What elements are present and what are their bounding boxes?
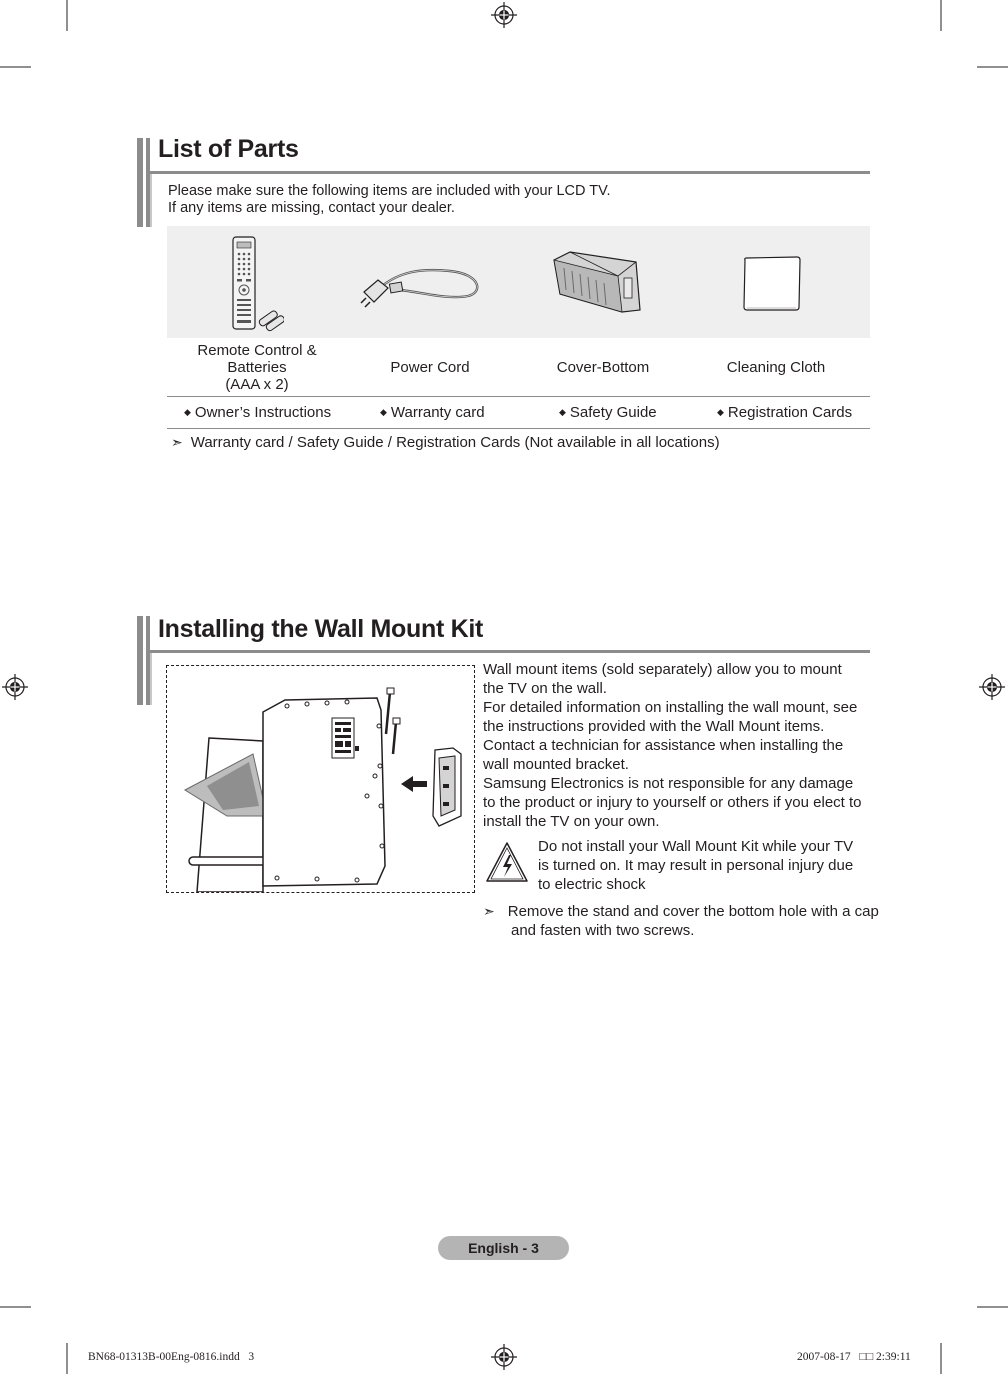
wall-mount-paragraph: Contact a technician for assistance when installing the wall mounted bracket.: [483, 737, 844, 773]
section-bar: [137, 616, 143, 705]
note-arrow-icon: ➣: [483, 903, 495, 919]
accessory-label: Warranty card: [390, 404, 485, 421]
accessory-item: [559, 404, 657, 421]
wall-mount-paragraph: Wall mount items (sold separately) allow you to mount the TV on the wall.: [483, 661, 842, 697]
cover-bottom-icon: [548, 248, 646, 314]
warning-text: Do not install your Wall Mount Kit while your TV is turned on. It may result in personal injury due to electric shock: [538, 838, 854, 893]
part-label-cover-bottom: Cover-Bottom: [556, 359, 650, 376]
power-cord-icon: [360, 262, 486, 312]
diamond-bullet-icon: ◆: [717, 407, 724, 417]
parts-note-text: Warranty card / Safety Guide / Registration Cards (Not available in all locations): [190, 434, 720, 451]
parts-note: [171, 434, 720, 451]
wall-mount-note: [483, 902, 896, 940]
diamond-bullet-icon: ◆: [559, 407, 566, 417]
intro-line: Please make sure the following items are included with your LCD TV.: [168, 183, 611, 199]
warning-icon: [484, 840, 530, 884]
diamond-bullet-icon: ◆: [380, 407, 387, 417]
wall-mount-diagram: [167, 666, 474, 892]
parts-intro: [168, 183, 610, 217]
section-rule: [150, 171, 870, 174]
part-label-cleaning-cloth: Cleaning Cloth: [726, 359, 826, 376]
note-arrow-icon: ➣: [171, 434, 183, 450]
accessories-row: [167, 396, 870, 429]
section-title-list-of-parts: List of Parts: [158, 135, 299, 163]
wall-mount-illustration: [166, 665, 475, 893]
wall-mount-paragraphs: [483, 660, 863, 831]
remote-control-icon: [228, 236, 284, 332]
accessory-item: [717, 404, 852, 421]
section-title-wall-mount: Installing the Wall Mount Kit: [158, 615, 484, 643]
intro-line: If any items are missing, contact your dealer.: [168, 200, 455, 216]
accessory-label: Registration Cards: [727, 404, 853, 421]
accessory-label: Owner’s Instructions: [194, 404, 332, 421]
section-bar: [137, 138, 143, 227]
accessory-label: Safety Guide: [569, 404, 657, 421]
section-bar: [150, 174, 152, 227]
diamond-bullet-icon: ◆: [184, 407, 191, 417]
wall-mount-paragraph: For detailed information on installing the wall mount, see the instructions provided with the Wall Mount items.: [483, 699, 858, 735]
accessory-item: [184, 404, 331, 421]
page-number-badge: English - 3: [438, 1236, 569, 1260]
section-bar: [150, 653, 152, 705]
cleaning-cloth-icon: [742, 256, 802, 312]
section-rule: [150, 650, 870, 653]
timestamp-slug: 2007-08-17 □□ 2:39:11: [797, 1351, 911, 1363]
wall-mount-note-text: Remove the stand and cover the bottom hole with a cap and fasten with two screws.: [507, 903, 879, 939]
part-label-power-cord: Power Cord: [390, 359, 470, 376]
accessory-item: [380, 404, 485, 421]
wall-mount-paragraph: Samsung Electronics is not responsible for any damage to the product or injury to yourself or others if you elect to install the TV on your own.: [483, 775, 862, 830]
file-name-slug: BN68-01313B-00Eng-0816.indd 3: [88, 1351, 255, 1363]
part-label-remote: Remote Control & Batteries (AAA x 2): [197, 342, 317, 393]
